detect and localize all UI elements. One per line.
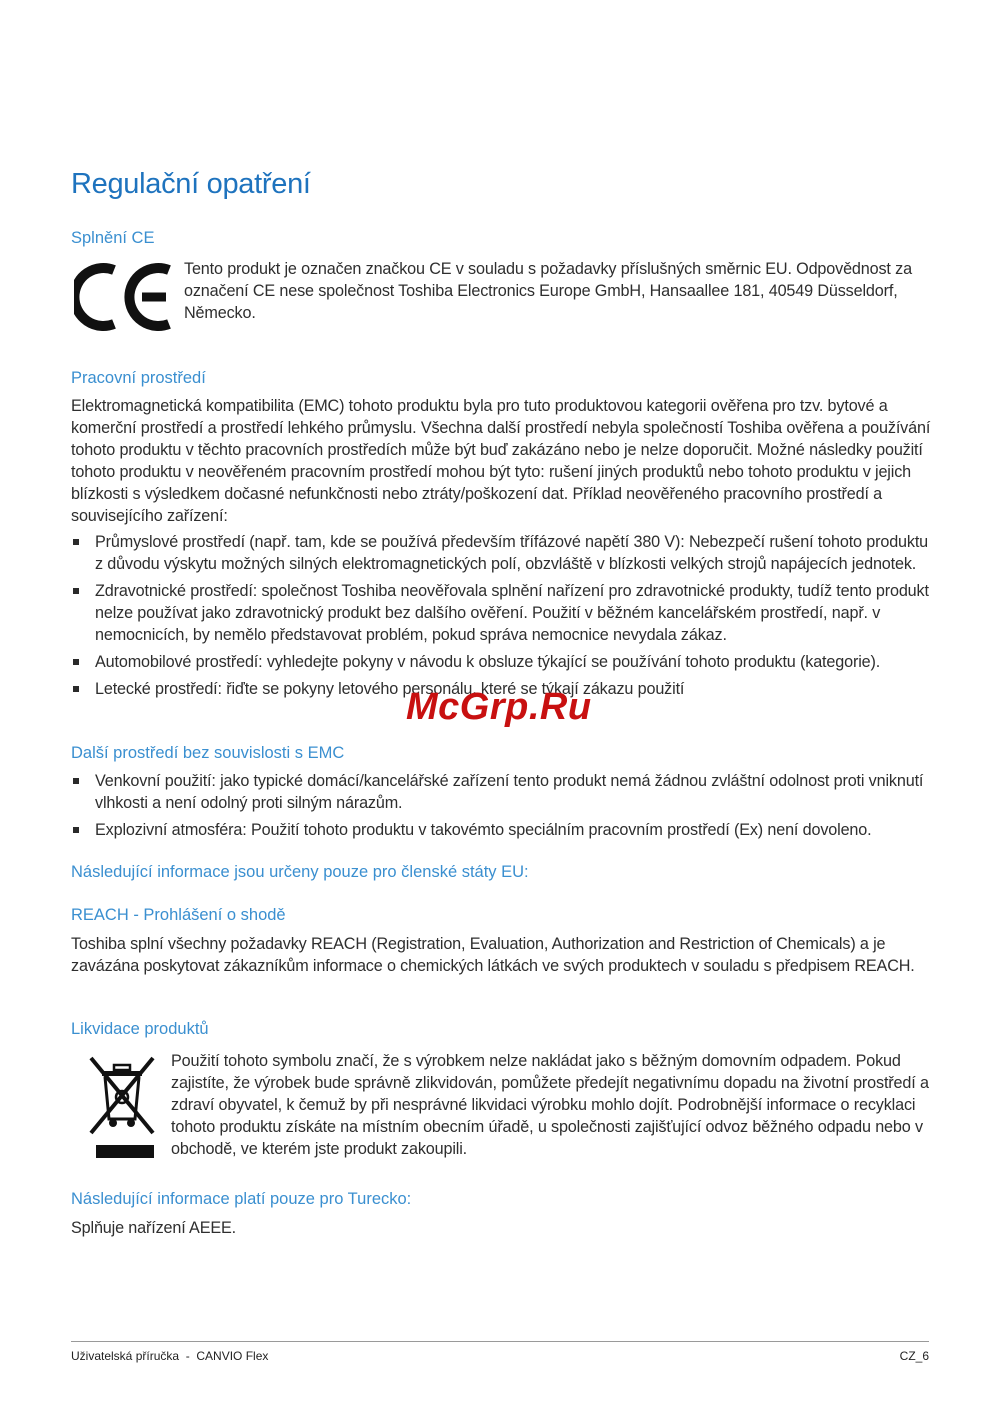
bullet-square-icon xyxy=(73,778,79,784)
bullet-square-icon xyxy=(73,686,79,692)
bullet-square-icon xyxy=(73,588,79,594)
reach-heading: REACH - Prohlášení o shodě xyxy=(71,906,286,924)
turkey-heading: Následující informace platí pouze pro Turecko: xyxy=(71,1190,412,1208)
ce-mark-logo xyxy=(74,262,174,332)
list-item xyxy=(71,770,931,814)
disposal-heading: Likvidace produktů xyxy=(71,1020,209,1038)
list-item-text: Venkovní použití: jako typické domácí/kancelářské zařízení tento produkt nemá žádnou zvláštní odolnost proti vniknutí vlhkosti a není odolný proti silným nárazům. xyxy=(95,772,924,812)
bullet-square-icon xyxy=(73,659,79,665)
footer-page-number: CZ_6 xyxy=(899,1349,929,1363)
list-item-text: Explozivní atmosféra: Použití tohoto produktu v takovémto speciálním pracovním prostředí (Ex) není dovoleno. xyxy=(95,821,872,839)
eu-info-heading: Následující informace jsou určeny pouze pro členské státy EU: xyxy=(71,863,529,881)
list-item-text: Automobilové prostředí: vyhledejte pokyny v návodu k obsluze týkající se používání tohoto produktu (kategorie). xyxy=(95,653,881,671)
weee-crossed-bin-icon xyxy=(86,1053,158,1161)
other-env-heading: Další prostředí bez souvislosti s EMC xyxy=(71,744,345,762)
work-env-heading: Pracovní prostředí xyxy=(71,369,206,387)
reach-paragraph: Toshiba splní všechny požadavky REACH (Registration, Evaluation, Authorization and Restriction of Chemicals) a je zavázána poskytovat zákazníkům informace o chemických látkách ve svých produktech v souladu s předpisem REACH. xyxy=(71,935,915,975)
watermark: McGrp.Ru xyxy=(406,686,592,728)
list-item-text: Průmyslové prostředí (např. tam, kde se používá především třífázové napětí 380 V): Nebezpečí rušení tohoto produktu z důvodu výskytu možných silných elektromagnetických polí, obzvláště v blízkosti velkých strojů napájecích jednotek. xyxy=(95,533,929,573)
list-item-text: Letecké prostředí: řiďte se pokyny letového personálu, které se týkají zákazu použití xyxy=(95,680,685,698)
disposal-paragraph: Použití tohoto symbolu značí, že s výrobkem nelze nakládat jako s běžným domovním odpadem. Pokud zajistíte, že výrobek bude správně zlikvidován, pomůžete předejít negativnímu dopadu na životní prostředí a zdraví obyvatel, k čemuž by při nesprávné likvidaci výrobku mohlo dojít. Podrobnější informace o recyklaci tohoto produktu získáte na místním obecním úřadě, u společnosti zajišťující odvoz běžného odpadu nebo v obchodě, ve kterém jste produkt zakoupili. xyxy=(171,1052,929,1158)
list-item xyxy=(71,531,931,575)
footer-divider xyxy=(71,1341,929,1342)
list-item xyxy=(71,819,931,841)
other-env-bullet-list xyxy=(71,770,931,846)
turkey-paragraph: Splňuje nařízení AEEE. xyxy=(71,1219,236,1237)
ce-heading: Splnění CE xyxy=(71,229,155,247)
list-item xyxy=(71,580,931,646)
ce-description: Tento produkt je označen značkou CE v souladu s požadavky příslušných směrnic EU. Odpovědnost za označení CE nese společnost Toshiba Electronics Europe GmbH, Hansaallee 181, 40549 Düsseldorf, Německo. xyxy=(184,260,912,322)
bullet-square-icon xyxy=(73,539,79,545)
bullet-square-icon xyxy=(73,827,79,833)
work-env-paragraph: Elektromagnetická kompatibilita (EMC) tohoto produktu byla pro tuto produktovou kategorii ověřena pro tzv. bytové a komerční prostředí a prostředí lehkého průmyslu. Všechna další prostředí nebyla společností Toshiba ověřena a používání tohoto produktu v těchto pracovních prostředích může být buď zakázáno nebo je nelze doporučit. Možné následky použití tohoto produktu v neověřeném pracovním prostředí mohou být tyto: rušení jiných produktů nebo tohoto produktu v jejich blízkosti s výsledkem dočasné nefunkčnosti nebo ztráty/poškození dat. Příklad neověřeného pracovního prostředí a souvisejícího zařízení: xyxy=(71,397,931,525)
list-item-text: Zdravotnické prostředí: společnost Toshiba neověřovala splnění nařízení pro zdravotnické produkty, tudíž tento produkt nelze používat jako zdravotnický produkt bez dalšího ověření. Použití v běžném kancelářském prostředí, např. v nemocnicích, by nemělo představovat problém, pokud správa nemocnice nevydala zákaz. xyxy=(95,582,929,644)
page-title: Regulační opatření xyxy=(71,168,311,200)
work-env-bullet-list xyxy=(71,531,931,705)
list-item xyxy=(71,651,931,673)
footer-manual-title: Uživatelská příručka - CANVIO Flex xyxy=(71,1349,269,1363)
